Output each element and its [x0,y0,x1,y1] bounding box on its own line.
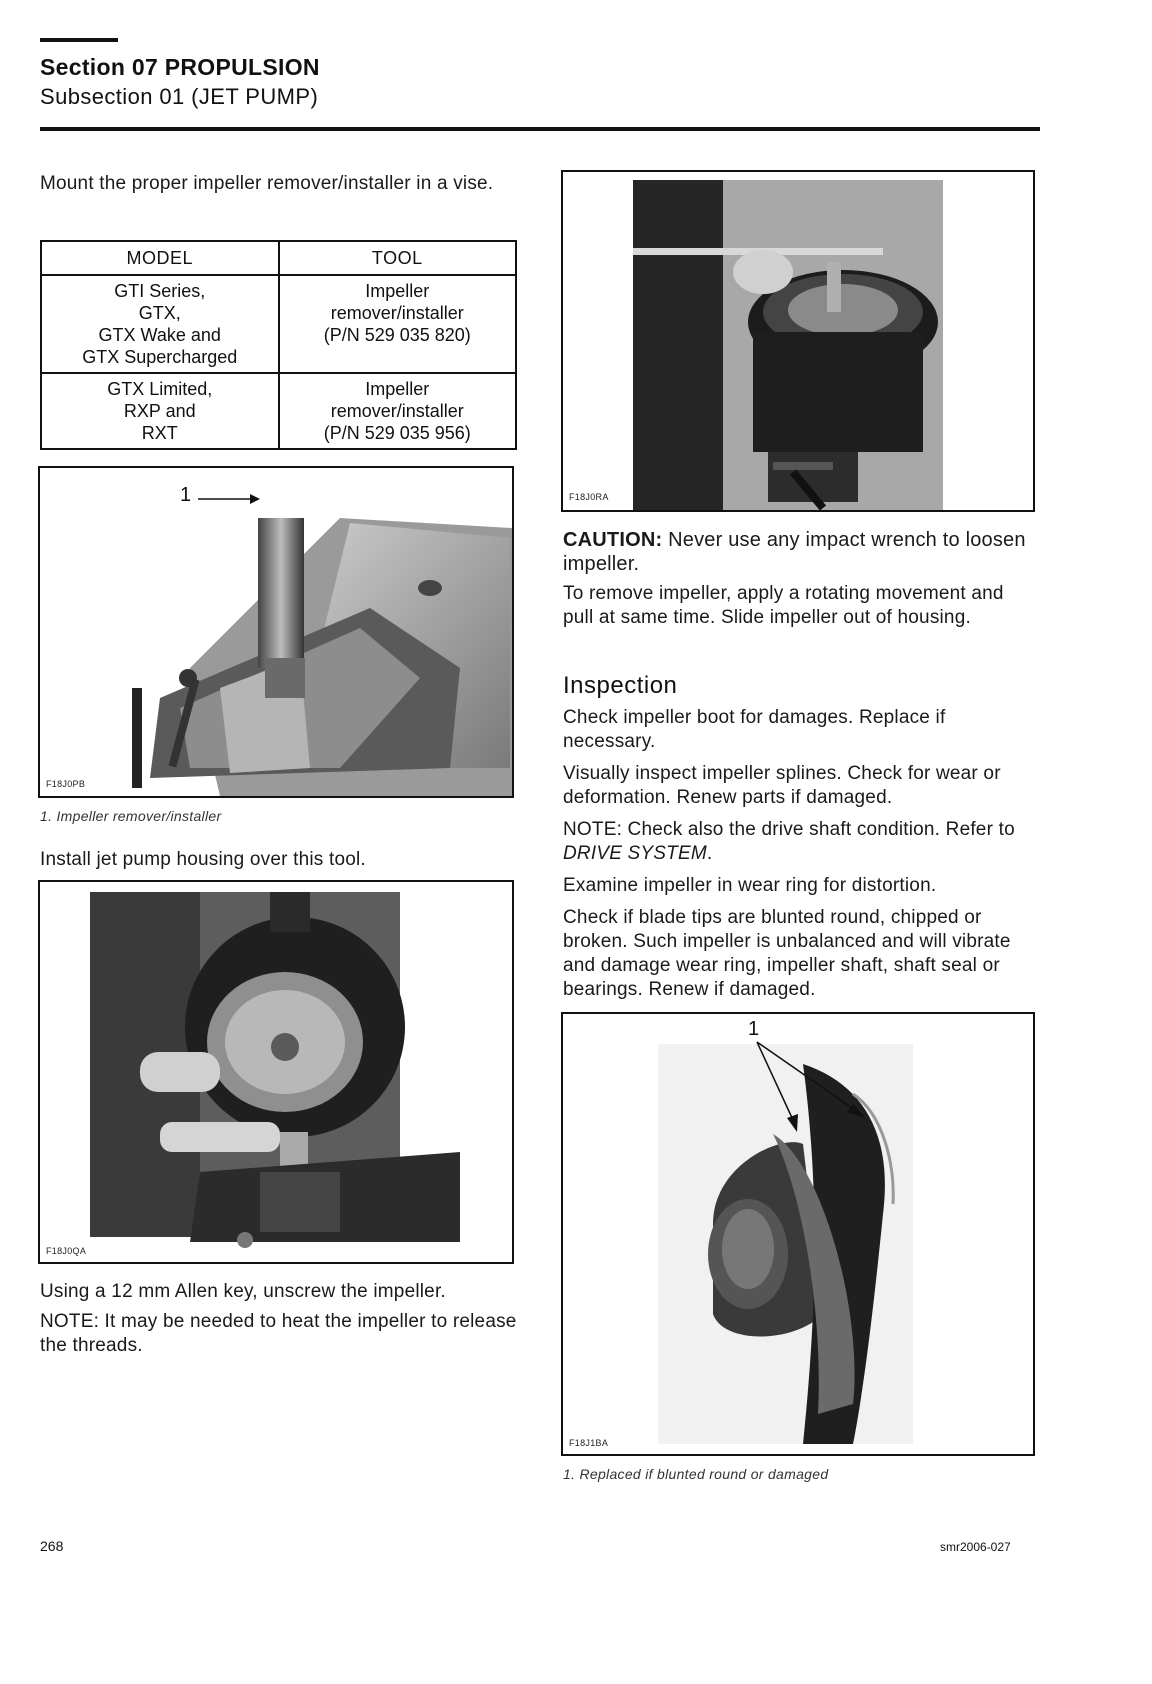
install-text: Install jet pump housing over this tool. [40,849,366,870]
table-cell-tool [279,373,517,449]
note-heat-impeller [40,1310,518,1358]
figure-impeller-tool-in-vise [38,466,514,798]
model-line: GTX Supercharged [82,347,238,367]
table-header-model: MODEL [41,241,279,275]
tool-table [40,240,517,450]
tool-line: (P/N 529 035 820) [323,325,471,345]
model-line: GTX Wake and [98,325,221,345]
impeller-removal-photo-illustration [563,172,1033,510]
drive-system-reference: DRIVE SYSTEM [563,843,707,864]
callout-number: 1 [748,1018,760,1040]
figure-pump-housing-install [38,880,514,1264]
caution-text [563,528,1035,576]
note-text: It may be needed to heat the impeller to release the threads. [40,1311,517,1356]
callout-arrow-icon [198,492,260,506]
note-label: NOTE: [563,819,623,840]
subsection-title: Subsection 01 (JET PUMP) [40,84,319,109]
note-drive-shaft [563,818,1035,866]
model-line: GTX, [138,303,181,323]
figure-impeller-removal [561,170,1035,512]
caution-body: Never use any impact wrench to loosen impeller. [563,529,1026,575]
allen-key-text: Using a 12 mm Allen key, unscrew the impeller. [40,1281,446,1302]
header-bar [40,38,118,42]
vise-photo-illustration [40,468,512,796]
callout-arrows-icon [743,1040,873,1135]
inspect-boot-text: Check impeller boot for damages. Replace if necessary. [563,707,946,752]
tool-line: Impeller [365,281,430,301]
caution-label: CAUTION: [563,529,663,551]
figure-caption: 1. Replaced if blunted round or damaged [563,1466,829,1482]
document-code: smr2006-027 [940,1540,1011,1554]
figure-code: F18J0RA [569,492,609,502]
figure-code: F18J0QA [46,1246,87,1256]
tool-line: remover/installer [330,401,464,421]
table-row [41,373,516,449]
table-header-tool: TOOL [279,241,517,275]
intro-text: Mount the proper impeller remover/installer in a vise. [40,173,494,194]
inspect-blade-text: Check if blade tips are blunted round, chipped or broken. Such impeller is unbalanced and will vibrate and damage wear ring, impeller shaft, shaft seal or bearings. Renew if damaged. [563,907,1011,1000]
model-line: RXT [141,423,178,443]
model-line: GTI Series, [114,281,206,301]
table-cell-tool [279,275,517,373]
header-rule [40,127,1040,131]
inspect-wear-ring-text: Examine impeller in wear ring for distortion. [563,875,937,896]
figure-impeller-blade [561,1012,1035,1456]
figure-caption: 1. Impeller remover/installer [40,808,222,824]
inspect-splines-text: Visually inspect impeller splines. Check for wear or deformation. Renew parts if damaged. [563,763,1001,808]
figure-code: F18J0PB [46,779,86,789]
tool-line: Impeller [365,379,430,399]
table-header-row [41,241,516,275]
table-row [41,275,516,373]
note-text-end: . [706,843,713,864]
note-text: Check also the drive shaft condition. Refer to [622,819,1015,840]
inspection-heading: Inspection [563,672,678,699]
remove-impeller-text: To remove impeller, apply a rotating movement and pull at same time. Slide impeller out of housing. [563,583,1004,628]
note-label: NOTE: [40,1311,100,1332]
table-cell-model [41,275,279,373]
tool-line: remover/installer [330,303,464,323]
pump-housing-photo-illustration [40,882,512,1262]
tool-line: (P/N 529 035 956) [323,423,471,443]
figure-code: F18J1BA [569,1438,609,1448]
model-line: RXP and [123,401,196,421]
page-number: 268 [40,1538,64,1554]
model-line: GTX Limited, [107,379,213,399]
callout-number: 1 [180,484,192,506]
table-cell-model [41,373,279,449]
section-title: Section 07 PROPULSION [40,54,320,80]
